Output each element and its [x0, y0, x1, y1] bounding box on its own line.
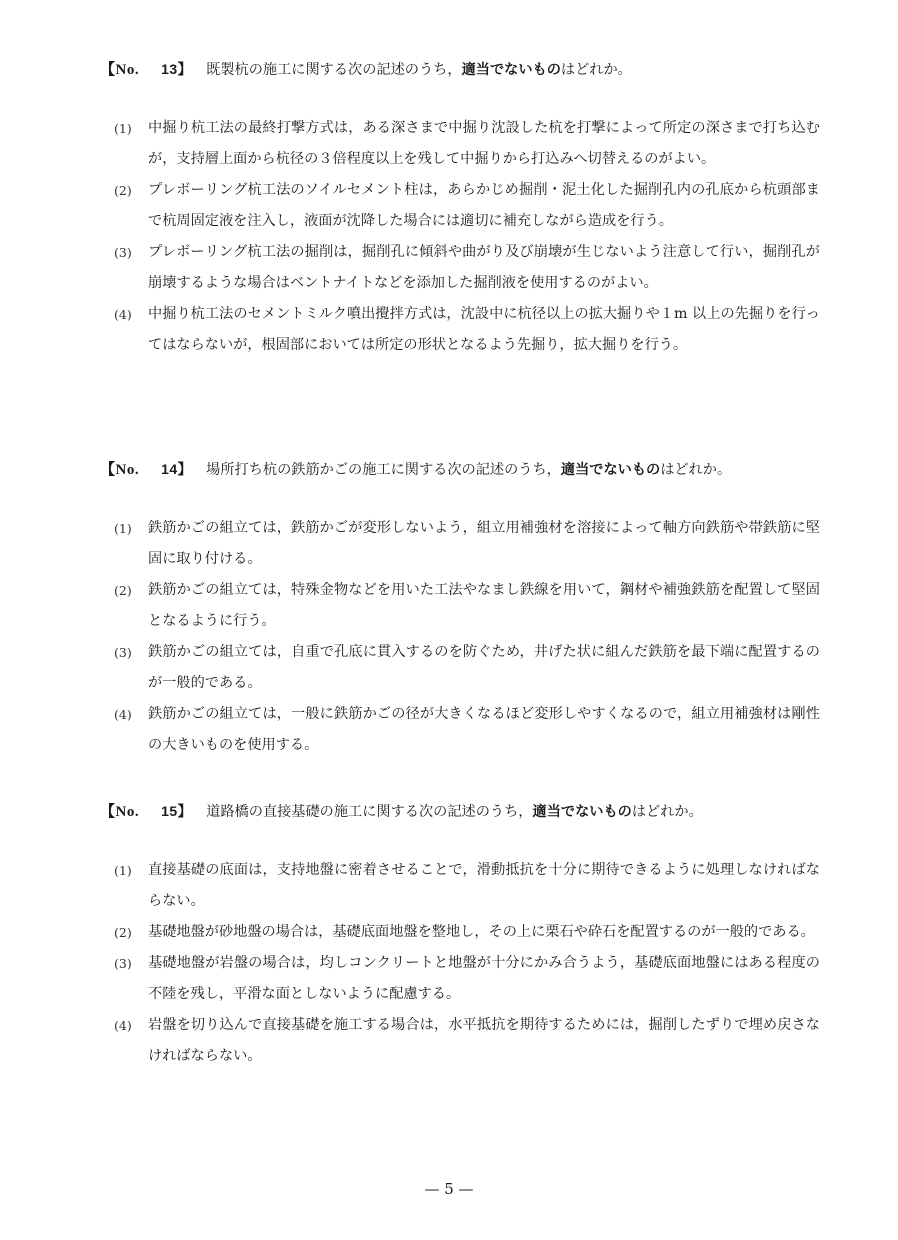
- option-label: (4): [114, 307, 132, 322]
- option-text: 中掘り杭工法のセメントミルク噴出攪拌方式は，沈設中に杭径以上の拡大掘りや１m 以上の先掘りを行ってはならないが，根固部においては所定の形状となるよう先掘り，拡大掘りを行う。: [148, 306, 820, 353]
- option-label: (1): [114, 121, 132, 136]
- option-item: [100, 917, 820, 948]
- option-item: [100, 948, 820, 1010]
- option-item: [100, 113, 820, 175]
- option-text: 鉄筋かごの組立ては，自重で孔底に貫入するのを防ぐため，井げた状に組んだ鉄筋を最下端に配置するのが一般的である。: [148, 644, 820, 691]
- option-text: 岩盤を切り込んで直接基礎を施工する場合は，水平抵抗を期待するためには，掘削したずりで埋め戻さなければならない。: [148, 1017, 820, 1064]
- option-item: [100, 1010, 820, 1072]
- option-label: (2): [114, 925, 132, 940]
- option-text: プレボーリング杭工法の掘削は，掘削孔に傾斜や曲がり及び崩壊が生じないよう注意して行い，掘削孔が崩壊するような場合はベントナイトなどを添加した掘削液を使用するのがよい。: [148, 244, 820, 291]
- question-text: 道路橋の直接基礎の施工に関する次の記述のうち，適当でないものはどれか。: [206, 804, 703, 820]
- option-list: [100, 513, 820, 761]
- question-text: 既製杭の施工に関する次の記述のうち，適当でないものはどれか。: [206, 62, 632, 78]
- question-number: 【No. 15】: [100, 803, 193, 820]
- option-label: (3): [114, 956, 132, 971]
- question-number: 【No. 13】: [100, 61, 193, 78]
- option-item: [100, 699, 820, 761]
- option-text: 直接基礎の底面は，支持地盤に密着させることで，滑動抵抗を十分に期待できるように処理しなければならない。: [148, 862, 820, 909]
- question-15: [100, 800, 820, 1072]
- page-number: — 5 —: [424, 1180, 474, 1198]
- option-list: [100, 855, 820, 1072]
- question-emphasis: 適当でないもの: [560, 462, 661, 478]
- option-label: (4): [114, 707, 132, 722]
- option-label: (4): [114, 1018, 132, 1033]
- option-label: (1): [114, 521, 132, 536]
- question-emphasis: 適当でないもの: [461, 62, 561, 78]
- question-number: 【No. 14】: [100, 461, 193, 478]
- option-label: (3): [114, 245, 132, 260]
- option-text: プレボーリング杭工法のソイルセメント柱は，あらかじめ掘削・泥土化した掘削孔内の孔底から杭頭部まで杭周固定液を注入し，液面が沈降した場合には適切に補充しながら造成を行う。: [148, 182, 820, 229]
- option-text: 中掘り杭工法の最終打撃方式は，ある深さまで中掘り沈設した杭を打撃によって所定の深さまで打ち込むが，支持層上面から杭径の３倍程度以上を残して中掘りから打込みへ切替えるのがよい。: [148, 120, 820, 167]
- option-item: [100, 299, 820, 361]
- question-13: [100, 58, 820, 361]
- option-label: (2): [114, 183, 132, 198]
- question-emphasis: 適当でないもの: [532, 804, 632, 820]
- question-header: [100, 458, 820, 481]
- option-item: [100, 637, 820, 699]
- question-header: [100, 800, 820, 823]
- option-list: [100, 113, 820, 361]
- option-label: (3): [114, 645, 132, 660]
- question-text: 場所打ち杭の鉄筋かごの施工に関する次の記述のうち，適当でないものはどれか。: [206, 462, 732, 478]
- question-header: [100, 58, 820, 81]
- option-item: [100, 855, 820, 917]
- option-item: [100, 513, 820, 575]
- option-item: [100, 575, 820, 637]
- option-label: (2): [114, 583, 132, 598]
- option-item: [100, 237, 820, 299]
- option-text: 基礎地盤が岩盤の場合は，均しコンクリートと地盤が十分にかみ合うよう，基礎底面地盤にはある程度の不陸を残し，平滑な面としないように配慮する。: [148, 955, 820, 1002]
- option-text: 鉄筋かごの組立ては，鉄筋かごが変形しないよう，組立用補強材を溶接によって軸方向鉄筋や帯鉄筋に堅固に取り付ける。: [148, 520, 820, 567]
- option-text: 鉄筋かごの組立ては，一般に鉄筋かごの径が大きくなるほど変形しやすくなるので，組立用補強材は剛性の大きいものを使用する。: [148, 706, 820, 753]
- option-text: 基礎地盤が砂地盤の場合は，基礎底面地盤を整地し，その上に栗石や砕石を配置するのが一般的である。: [148, 924, 815, 940]
- question-14: [100, 458, 820, 761]
- option-item: [100, 175, 820, 237]
- option-text: 鉄筋かごの組立ては，特殊金物などを用いた工法やなまし鉄線を用いて，鋼材や補強鉄筋を配置して堅固となるように行う。: [148, 582, 820, 629]
- option-label: (1): [114, 863, 132, 878]
